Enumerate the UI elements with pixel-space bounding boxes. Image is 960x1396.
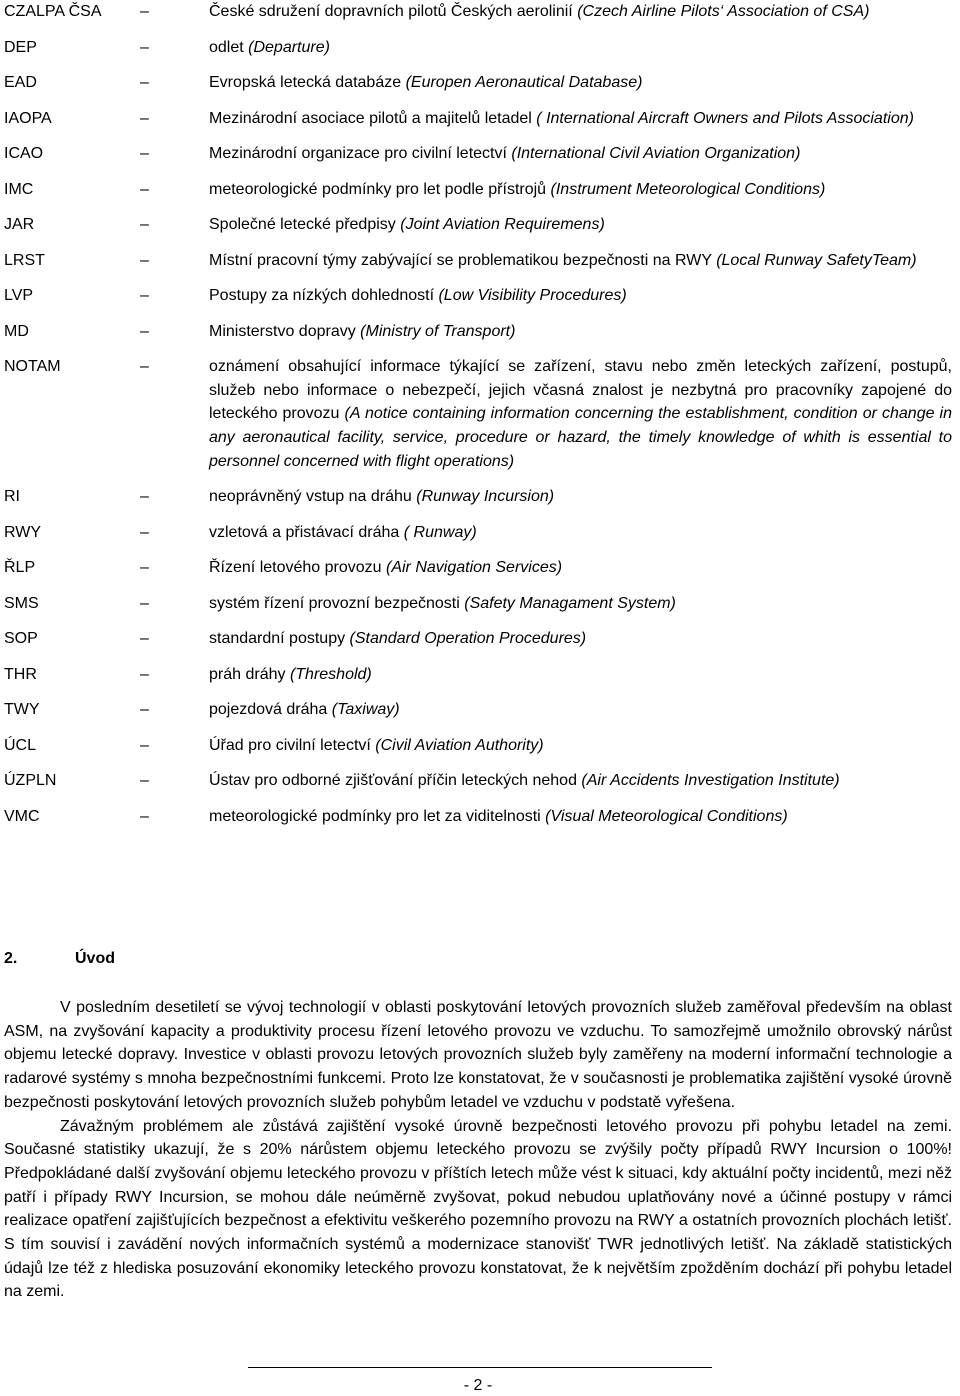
- abbreviation-row: [4, 213, 952, 237]
- abbreviation-code: ÚCL: [4, 736, 37, 754]
- definition-czech: České sdružení dopravních pilotů Českých aerolinií: [209, 3, 578, 20]
- abbreviation-row: [4, 805, 952, 829]
- abbreviation-dash: –: [140, 38, 149, 56]
- abbreviation-code: ŘLP: [4, 559, 36, 577]
- definition-english: (Threshold): [289, 665, 372, 683]
- abbreviation-dash: –: [140, 523, 149, 541]
- definition-czech: meteorologické podmínky pro let podle přístrojů: [209, 180, 551, 198]
- definition-czech: Místní pracovní týmy zabývající se problematikou bezpečnosti na RWY: [209, 251, 717, 269]
- abbreviation-code: LVP: [4, 287, 34, 304]
- abbreviation-definition: [209, 71, 952, 95]
- abbreviation-row: [4, 485, 952, 509]
- abbreviation-code: IMC: [4, 180, 34, 198]
- abbreviation-definition: [209, 178, 952, 202]
- abbreviation-dash: –: [140, 358, 149, 375]
- abbreviation-definition: [209, 805, 952, 829]
- definition-english: (Standard Operation Procedures): [349, 630, 587, 648]
- abbreviation-dash: –: [140, 216, 149, 233]
- abbreviation-code: LRST: [4, 251, 45, 269]
- abbreviation-code: THR: [4, 665, 37, 683]
- abbreviation-dash: –: [140, 807, 149, 825]
- definition-english: (Taxiway): [331, 701, 400, 719]
- abbreviation-code: NOTAM: [4, 358, 61, 375]
- abbreviation-list: [4, 0, 952, 829]
- abbreviation-definition: [209, 320, 952, 344]
- definition-czech: práh dráhy: [209, 665, 290, 683]
- definition-english: ( Runway): [403, 523, 477, 541]
- definition-czech: oznámení obsahující informace týkající se zařízení, stavu nebo změn leteckých zařízení, postupů, služeb nebo informace o nebezpečí, jejich včasná znalost je nezbytná pro pracovníky zapojené do leteckého provozu: [209, 358, 952, 423]
- abbreviation-dash: –: [140, 145, 149, 162]
- abbreviation-row: [4, 521, 952, 545]
- abbreviation-row: [4, 249, 952, 273]
- abbreviation-code: MD: [4, 322, 29, 340]
- definition-czech: Mezinárodní asociace pilotů a majitelů letadel: [209, 109, 537, 127]
- definition-czech: Ústav pro odborné zjišťování příčin leteckých nehod: [209, 772, 582, 790]
- abbreviation-code: JAR: [4, 216, 35, 233]
- abbreviation-row: [4, 734, 952, 758]
- abbreviation-definition: [209, 698, 952, 722]
- definition-english: (Civil Aviation Authority): [375, 736, 544, 754]
- abbreviation-row: [4, 698, 952, 722]
- abbreviation-row: [4, 0, 952, 24]
- abbreviation-code: VMC: [4, 807, 40, 825]
- abbreviation-dash: –: [140, 665, 149, 683]
- definition-english: (Visual Meteorological Conditions): [545, 807, 788, 825]
- definition-english: (Departure): [248, 38, 330, 56]
- definition-czech: Úřad pro civilní letectví: [209, 736, 376, 754]
- definition-czech: Postupy za nízkých dohledností: [209, 287, 439, 304]
- abbreviation-code: EAD: [4, 74, 37, 91]
- definition-czech: Ministerstvo dopravy: [209, 322, 361, 340]
- page-number: - 2 -: [463, 1377, 493, 1394]
- abbreviation-code: SOP: [4, 630, 38, 648]
- definition-czech: standardní postupy: [209, 630, 350, 648]
- definition-english: ( International Aircraft Owners and Pilots Association): [536, 109, 914, 127]
- paragraph: V posledním desetiletí se vývoj technologií v oblasti poskytování letových provozních služeb zaměřoval především na oblast ASM, na zvyšování kapacity a produktivity procesu řízení letového provozu ve vzduchu. To samozřejmě umožnilo obrovský nárůst objemu letecké dopravy. Investice v oblasti provozu letových provozních služeb byly zaměřeny na moderní informační technologie a radarové systémy s mnoha bezpečnostními funkcemi. Proto lze konstatovat, že v současnosti je problematika zajištění vysoké úrovně bezpečnosti poskytování letových provozních služeb pohybům letadel ve vzduchu v podstatě vyřešena.: [4, 999, 952, 1111]
- abbreviation-code: IAOPA: [4, 109, 52, 127]
- paragraph: Závažným problémem ale zůstává zajištění vysoké úrovně bezpečnosti letového provozu při pohybu letadel na zemi. Současné statistiky ukazují, že s 20% nárůstem objemu leteckého provozu se zvýšily počty případů RWY Incursion o 100%! Předpokládané další zvyšování objemu leteckého provozu v příštích letech může vést k situaci, kdy aktuální počty incidentů, mezi něž patří i případy RWY Incursion, se mohou dále neúměrně zvyšovat, pokud nebudou uplatňovány nové a účinné postupy v rámci realizace opatření zajišťujících bezpečnost a efektivitu veškerého pozemního provozu na RWY a ostatních provozních plochách letišť. S tím souvisí i zavádění nových informačních systémů a modernizace stanovišť TWR jednotlivých letišť. Na základě statistických údajů lze též z hlediska posuzování ekonomiky leteckého provozu konstatovat, že k největším zpožděním dochází při pohybu letadel na zemi.: [4, 1117, 952, 1301]
- definition-english: (Low Visibility Procedures): [438, 287, 627, 304]
- definition-english: (Czech Airline Pilots‘ Association of CSA): [577, 3, 870, 20]
- definition-english: (Ministry of Transport): [360, 322, 516, 340]
- abbreviation-row: [4, 178, 952, 202]
- definition-czech: Mezinárodní organizace pro civilní letectví: [209, 145, 512, 162]
- abbreviation-definition: [209, 249, 952, 273]
- abbreviation-row: [4, 769, 952, 793]
- definition-english: (Safety Managament System): [464, 594, 676, 612]
- definition-english: (A notice containing information concerning the establishment, condition or change in any aeronautical facility, service, procedure or hazard, the timely knowledge of whith is essential to personnel concerned with flight operations): [209, 405, 952, 470]
- abbreviation-definition: [209, 213, 952, 237]
- abbreviation-code: RWY: [4, 523, 42, 541]
- abbreviation-definition: [209, 142, 952, 166]
- definition-english: (Local Runway SafetyTeam): [716, 251, 917, 269]
- abbreviation-row: [4, 71, 952, 95]
- section-heading: [4, 947, 115, 971]
- abbreviation-definition: [209, 521, 952, 545]
- definition-czech: Evropská letecká databáze: [209, 74, 406, 91]
- abbreviation-dash: –: [140, 287, 149, 304]
- definition-czech: neoprávněný vstup na dráhu: [209, 488, 417, 506]
- abbreviation-code: SMS: [4, 594, 39, 612]
- abbreviation-dash: –: [140, 594, 149, 612]
- definition-czech: meteorologické podmínky pro let za viditelnosti: [209, 807, 546, 825]
- section-title: Úvod: [75, 950, 115, 967]
- abbreviation-code: ICAO: [4, 145, 44, 162]
- definition-english: (Air Navigation Services): [386, 559, 563, 577]
- abbreviation-dash: –: [140, 772, 149, 790]
- abbreviation-code: TWY: [4, 701, 40, 719]
- abbreviation-definition: [209, 36, 952, 60]
- abbreviation-row: [4, 592, 952, 616]
- definition-english: (Europen Aeronautical Database): [405, 74, 643, 91]
- abbreviation-definition: [209, 663, 952, 687]
- footer-divider: [248, 1367, 712, 1368]
- abbreviation-definition: [209, 355, 952, 474]
- definition-english: (Air Accidents Investigation Institute): [581, 772, 840, 790]
- abbreviation-definition: [209, 284, 952, 308]
- abbreviation-definition: [209, 627, 952, 651]
- abbreviation-definition: [209, 556, 952, 580]
- section-body: [4, 996, 952, 1304]
- abbreviation-dash: –: [140, 701, 149, 719]
- abbreviation-dash: –: [140, 251, 149, 269]
- abbreviation-definition: [209, 734, 952, 758]
- abbreviation-dash: –: [140, 736, 149, 754]
- definition-english: (Joint Aviation Requiremens): [400, 216, 605, 233]
- abbreviation-definition: [209, 769, 952, 793]
- abbreviation-row: [4, 355, 952, 474]
- definition-czech: Společné letecké předpisy: [209, 216, 401, 233]
- abbreviation-row: [4, 36, 952, 60]
- abbreviation-dash: –: [140, 3, 149, 20]
- definition-czech: vzletová a přistávací dráha: [209, 523, 404, 541]
- abbreviation-dash: –: [140, 630, 149, 648]
- abbreviation-dash: –: [140, 74, 149, 91]
- definition-czech: Řízení letového provozu: [209, 559, 386, 577]
- definition-czech: odlet: [209, 38, 249, 56]
- abbreviation-row: [4, 142, 952, 166]
- abbreviation-definition: [209, 592, 952, 616]
- abbreviation-dash: –: [140, 559, 149, 577]
- abbreviation-row: [4, 107, 952, 131]
- section-number: 2.: [4, 950, 18, 967]
- abbreviation-definition: [209, 107, 952, 131]
- abbreviation-definition: [209, 0, 952, 24]
- abbreviation-code: RI: [4, 488, 20, 506]
- abbreviation-row: [4, 627, 952, 651]
- abbreviation-code: CZALPA ČSA: [4, 3, 102, 20]
- abbreviation-row: [4, 556, 952, 580]
- abbreviation-code: ÚZPLN: [4, 772, 57, 790]
- abbreviation-row: [4, 663, 952, 687]
- abbreviation-dash: –: [140, 109, 149, 127]
- abbreviation-row: [4, 320, 952, 344]
- abbreviation-dash: –: [140, 180, 149, 198]
- definition-czech: systém řízení provozní bezpečnosti: [209, 594, 465, 612]
- definition-english: (Runway Incursion): [416, 488, 555, 506]
- abbreviation-dash: –: [140, 322, 149, 340]
- definition-english: (International Civil Aviation Organization): [511, 145, 801, 162]
- abbreviation-dash: –: [140, 488, 149, 506]
- abbreviation-row: [4, 284, 952, 308]
- definition-czech: pojezdová dráha: [209, 701, 332, 719]
- definition-english: (Instrument Meteorological Conditions): [550, 180, 826, 198]
- abbreviation-code: DEP: [4, 38, 37, 56]
- abbreviation-definition: [209, 485, 952, 509]
